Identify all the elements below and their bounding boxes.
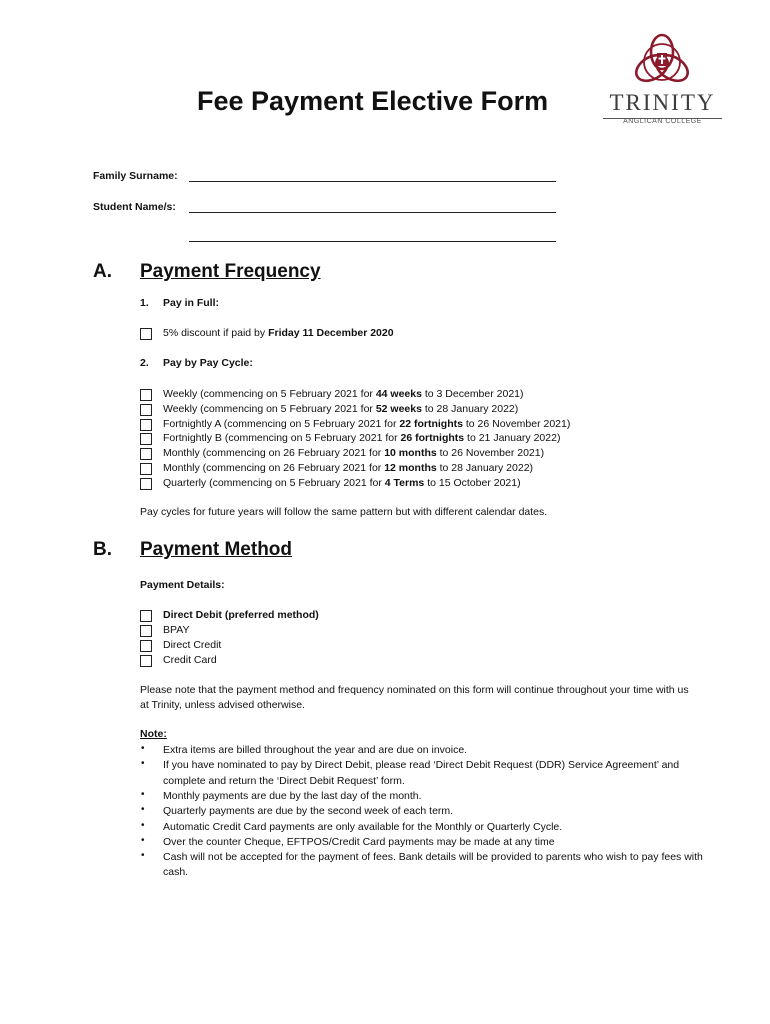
pay-cycle-checkbox[interactable] [140,478,152,490]
notice-paragraph: Please note that the payment method and frequency nominated on this form will continue throughout your time with us at Trinity, unless advised otherwise. [140,684,689,711]
logo-subtitle: ANGLICAN COLLEGE [623,118,702,125]
pay-cycle-checkbox[interactable] [140,463,152,475]
pay-cycle-checkbox[interactable] [140,433,152,445]
payment-method-label: Direct Credit [163,639,222,651]
note-item: Cash will not be accepted for the payment of fees. Bank details will be provided to parents who wish to pay fees with cash. [163,851,703,879]
pay-cycle-option: Fortnightly B (commencing on 5 February 2021 for 26 fortnights to 21 January 2022) [163,432,561,445]
pay-cycle-checkbox[interactable] [140,404,152,416]
section-a-title: Payment Frequency [140,261,321,282]
pay-in-full-checkbox[interactable] [140,328,152,340]
item-2-title: Pay by Pay Cycle: [163,357,253,369]
pay-cycle-checkbox[interactable] [140,389,152,401]
pay-cycle-option: Monthly (commencing on 26 February 2021 for 10 months to 26 November 2021) [163,447,545,460]
pay-in-full-option: 5% discount if paid by Friday 11 December 2020 [163,327,394,339]
section-b-title: Payment Method [140,539,293,560]
note-bullet-icon: • [141,850,145,862]
note-item: Quarterly payments are due by the second week of each term. [163,805,454,818]
note-bullet-icon: • [141,788,145,800]
note-bullet-icon: • [141,819,145,831]
payment-method-checkbox[interactable] [140,640,152,652]
note-bullet-icon: • [141,758,145,770]
student-names-field-2[interactable] [189,241,556,242]
trinity-knot-icon [600,30,725,90]
payment-method-checkbox[interactable] [140,625,152,637]
note-heading: Note: [140,728,167,740]
item-2-number: 2. [140,357,149,369]
pay-cycle-option: Monthly (commencing on 26 February 2021 for 12 months to 28 January 2022) [163,462,534,474]
payment-method-checkbox[interactable] [140,655,152,667]
pay-cycle-checkbox[interactable] [140,448,152,460]
pay-cycle-option: Weekly (commencing on 5 February 2021 for 44 weeks to 3 December 2021) [163,388,524,400]
family-surname-field[interactable] [189,181,556,182]
trinity-logo [600,30,725,142]
pay-cycle-option: Quarterly (commencing on 5 February 2021 for 4 Terms to 15 October 2021) [163,476,521,489]
logo-wordmark: TRINITY [609,90,716,115]
payment-method-checkbox[interactable] [140,610,152,622]
pay-cycle-footnote: Pay cycles for future years will follow the same pattern but with different calendar dates. [140,506,548,518]
item-1-title: Pay in Full: [163,297,220,309]
note-bullet-icon: • [141,834,145,846]
page-title: Fee Payment Elective Form [197,86,549,116]
student-names-field[interactable] [189,212,556,213]
note-item: Automatic Credit Card payments are only available for the Monthly or Quarterly Cycle. [163,820,563,833]
note-item: Extra items are billed throughout the year and are due on invoice. [163,744,468,756]
pay-cycle-checkbox[interactable] [140,419,152,431]
pay-cycle-option: Fortnightly A (commencing on 5 February 2021 for 22 fortnights to 26 November 2021) [163,417,571,430]
student-names-label: Student Name/s: [93,201,176,213]
note-bullet-icon: • [141,804,145,816]
note-item: Monthly payments are due by the last day of the month. [163,789,422,802]
payment-method-label: Direct Debit (preferred method) [163,609,319,621]
payment-method-label: Credit Card [163,654,217,666]
payment-details-label: Payment Details: [140,579,225,591]
pay-cycle-option: Weekly (commencing on 5 February 2021 for 52 weeks to 28 January 2022) [163,402,519,415]
item-1-number: 1. [140,297,149,309]
note-bullet-icon: • [141,743,145,754]
note-item: Over the counter Cheque, EFTPOS/Credit Card payments may be made at any time [163,835,555,848]
payment-method-label: BPAY [163,624,190,636]
section-a-letter: A. [93,261,112,282]
section-b-letter: B. [93,539,112,560]
family-surname-label: Family Surname: [93,170,178,182]
note-item: If you have nominated to pay by Direct Debit, please read ‘Direct Debit Request (DDR) Service Agreement’ and complete and return the ‘Direct Debit Request’ form. [163,759,680,787]
